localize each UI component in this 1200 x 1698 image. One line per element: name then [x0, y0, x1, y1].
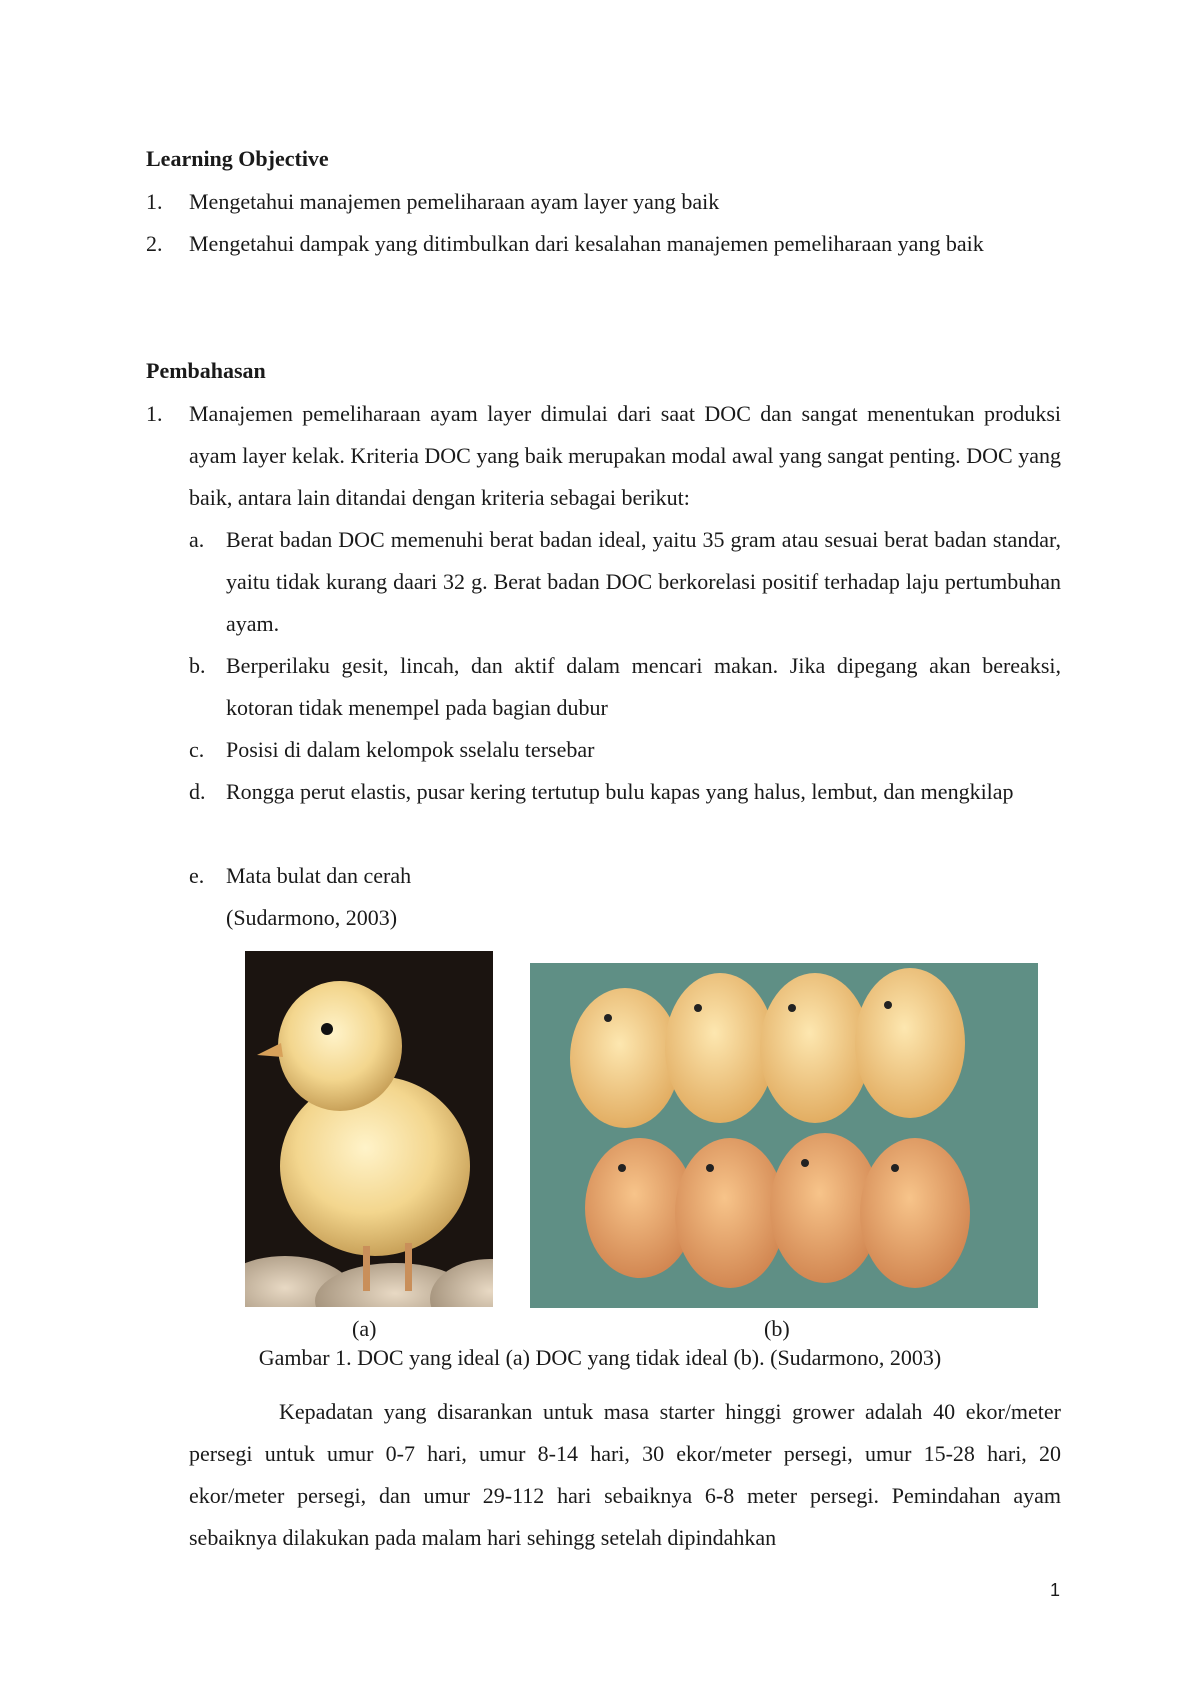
criterion-b-text: Berperilaku gesit, lincah, dan aktif dalam mencari makan. Jika dipegang akan bereaksi, kotoran tidak menempel pada bagian dubur [226, 653, 1061, 720]
photo-nonideal-chicks [530, 963, 1038, 1308]
objective-1-number: 1. [146, 189, 163, 214]
figure-label-a: (a) [352, 1316, 377, 1341]
criterion-d-text: Rongga perut elastis, pusar kering tertutup bulu kapas yang halus, lembut, dan mengkilap [226, 779, 1014, 804]
objective-1-text: Mengetahui manajemen pemeliharaan ayam layer yang baik [189, 189, 720, 214]
discussion-1-text: Manajemen pemeliharaan ayam layer dimulai dari saat DOC dan sangat menentukan produksi ayam layer kelak. Kriteria DOC yang baik merupakan modal awal yang sangat penting. DOC yang baik, antara lain ditandai dengan kriteria sebagai berikut: [189, 401, 1061, 510]
objective-2-text: Mengetahui dampak yang ditimbulkan dari kesalahan manajemen pemeliharaan yang baik [189, 231, 984, 256]
criterion-e-letter: e. [189, 863, 205, 888]
objective-2-number: 2. [146, 231, 163, 256]
criterion-e-text: Mata bulat dan cerah [226, 863, 412, 888]
criterion-c-letter: c. [189, 737, 205, 762]
criterion-d-letter: d. [189, 779, 206, 804]
criterion-a-text: Berat badan DOC memenuhi berat badan ideal, yaitu 35 gram atau sesuai berat badan standar, yaitu tidak kurang daari 32 g. Berat badan DOC berkorelasi positif terhadap laju pertumbuhan ayam. [226, 527, 1061, 636]
figure-label-b: (b) [764, 1316, 790, 1341]
discussion-1-number: 1. [146, 401, 163, 426]
chick-illustration-b [530, 963, 1038, 1308]
body-paragraph: Kepadatan yang disarankan untuk masa starter hinggi grower adalah 40 ekor/meter persegi untuk umur 0-7 hari, umur 8-14 hari, 30 ekor/meter persegi, umur 15-28 hari, 20 ekor/meter persegi, dan umur 29-112 hari sebaiknya 6-8 meter persegi. Pemindahan ayam sebaiknya dilakukan pada malam hari sehingg setelah dipindahkan [189, 1399, 1061, 1550]
learning-objective-heading: Learning Objective [146, 146, 329, 171]
pembahasan-heading: Pembahasan [146, 358, 266, 383]
criterion-a-letter: a. [189, 527, 205, 552]
criterion-b-letter: b. [189, 653, 206, 678]
chick-illustration-a [245, 951, 493, 1307]
page-number: 1 [1049, 1580, 1060, 1600]
photo-ideal-chick [245, 951, 493, 1307]
figure-caption: Gambar 1. DOC yang ideal (a) DOC yang tidak ideal (b). (Sudarmono, 2003) [258, 1345, 942, 1370]
citation: (Sudarmono, 2003) [226, 905, 398, 930]
criterion-c-text: Posisi di dalam kelompok sselalu tersebar [226, 737, 595, 762]
